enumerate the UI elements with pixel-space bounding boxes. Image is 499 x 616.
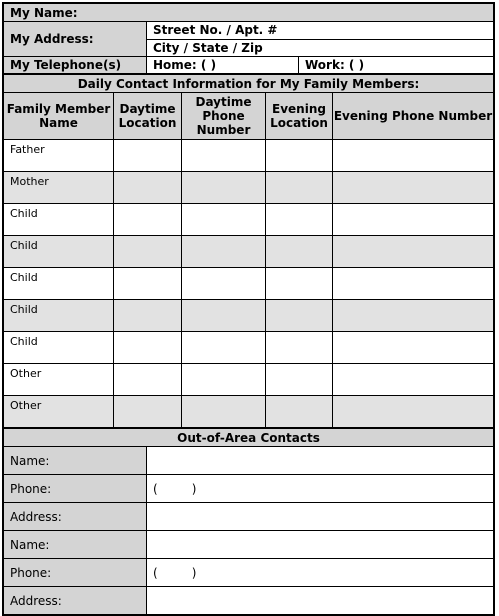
daytime-location-cell[interactable] <box>114 204 182 236</box>
header-family-member-name: Family Member Name <box>4 93 114 140</box>
contact2-address-label: Address: <box>4 587 147 615</box>
daytime-phone-cell[interactable] <box>182 268 266 300</box>
evening-location-cell[interactable] <box>266 332 333 364</box>
contact2-name-label: Name: <box>4 531 147 559</box>
contact1-name-label: Name: <box>4 447 147 475</box>
street-label: Street No. / Apt. # <box>153 23 278 38</box>
evening-location-cell[interactable] <box>266 236 333 268</box>
evening-phone-cell[interactable] <box>333 396 494 428</box>
city-state-zip-field[interactable] <box>147 39 494 57</box>
my-address-label: My Address: <box>4 22 147 57</box>
contact1-address-label: Address: <box>4 503 147 531</box>
table-row <box>4 396 494 428</box>
row-label: Child <box>4 332 114 364</box>
contact2-phone-label: Phone: <box>4 559 147 587</box>
evening-phone-cell[interactable] <box>333 236 494 268</box>
contact1-phone-label: Phone: <box>4 475 147 503</box>
out-of-area-table <box>3 428 494 615</box>
paren-close: ) <box>191 565 197 580</box>
table-row <box>4 172 494 204</box>
contact1-address-field[interactable] <box>147 503 494 531</box>
row-label: Child <box>4 204 114 236</box>
evening-phone-cell[interactable] <box>333 140 494 172</box>
telephone-label: My Telephone(s) <box>4 57 147 74</box>
row-label: Father <box>4 140 114 172</box>
paren-open: ( <box>153 565 158 580</box>
evening-location-cell[interactable] <box>266 268 333 300</box>
daytime-location-cell[interactable] <box>114 332 182 364</box>
table-row <box>4 300 494 332</box>
home-phone-field[interactable] <box>147 57 299 74</box>
personal-info-table <box>3 3 494 74</box>
table-row <box>4 364 494 396</box>
daytime-phone-cell[interactable] <box>182 396 266 428</box>
daytime-phone-cell[interactable] <box>182 236 266 268</box>
row-label: Mother <box>4 172 114 204</box>
work-label: Work: ( ) <box>305 58 365 72</box>
evening-phone-cell[interactable] <box>333 172 494 204</box>
daytime-phone-cell[interactable] <box>182 172 266 204</box>
city-label: City / State / Zip <box>153 40 263 55</box>
row-label: Child <box>4 300 114 332</box>
contact2-phone-field[interactable] <box>147 559 494 587</box>
evening-phone-cell[interactable] <box>333 300 494 332</box>
table-row <box>4 332 494 364</box>
daytime-location-cell[interactable] <box>114 268 182 300</box>
evening-location-cell[interactable] <box>266 204 333 236</box>
daytime-phone-cell[interactable] <box>182 204 266 236</box>
evening-phone-cell[interactable] <box>333 268 494 300</box>
contact2-name-field[interactable] <box>147 531 494 559</box>
family-contact-table <box>3 74 494 428</box>
daytime-location-cell[interactable] <box>114 364 182 396</box>
street-field[interactable] <box>147 22 494 40</box>
table-row <box>4 236 494 268</box>
header-daytime-location: Daytime Location <box>114 93 182 140</box>
my-name-label: My Name: <box>10 5 78 20</box>
header-daytime-phone: Daytime Phone Number <box>182 93 266 140</box>
emergency-contact-form <box>2 2 495 616</box>
table-row <box>4 268 494 300</box>
out-of-area-title: Out-of-Area Contacts <box>4 429 494 447</box>
evening-location-cell[interactable] <box>266 140 333 172</box>
daytime-phone-cell[interactable] <box>182 364 266 396</box>
contact1-name-field[interactable] <box>147 447 494 475</box>
paren-close: ) <box>191 481 197 496</box>
daytime-phone-cell[interactable] <box>182 332 266 364</box>
row-label: Child <box>4 268 114 300</box>
row-label: Child <box>4 236 114 268</box>
home-label: Home: ( ) <box>153 58 217 72</box>
table-row <box>4 140 494 172</box>
daytime-location-cell[interactable] <box>114 236 182 268</box>
daytime-phone-cell[interactable] <box>182 140 266 172</box>
header-evening-phone: Evening Phone Number <box>333 93 494 140</box>
table-row <box>4 204 494 236</box>
evening-location-cell[interactable] <box>266 396 333 428</box>
daytime-location-cell[interactable] <box>114 396 182 428</box>
contact1-phone-field[interactable] <box>147 475 494 503</box>
work-phone-field[interactable] <box>299 57 494 74</box>
daytime-location-cell[interactable] <box>114 140 182 172</box>
evening-phone-cell[interactable] <box>333 332 494 364</box>
family-section-title: Daily Contact Information for My Family Members: <box>4 75 494 93</box>
daytime-location-cell[interactable] <box>114 172 182 204</box>
my-name-field[interactable] <box>4 4 494 22</box>
evening-phone-cell[interactable] <box>333 364 494 396</box>
row-label: Other <box>4 396 114 428</box>
row-label: Other <box>4 364 114 396</box>
daytime-phone-cell[interactable] <box>182 300 266 332</box>
daytime-location-cell[interactable] <box>114 300 182 332</box>
evening-location-cell[interactable] <box>266 172 333 204</box>
header-evening-location: Evening Location <box>266 93 333 140</box>
evening-phone-cell[interactable] <box>333 204 494 236</box>
evening-location-cell[interactable] <box>266 300 333 332</box>
contact2-address-field[interactable] <box>147 587 494 615</box>
evening-location-cell[interactable] <box>266 364 333 396</box>
paren-open: ( <box>153 481 158 496</box>
